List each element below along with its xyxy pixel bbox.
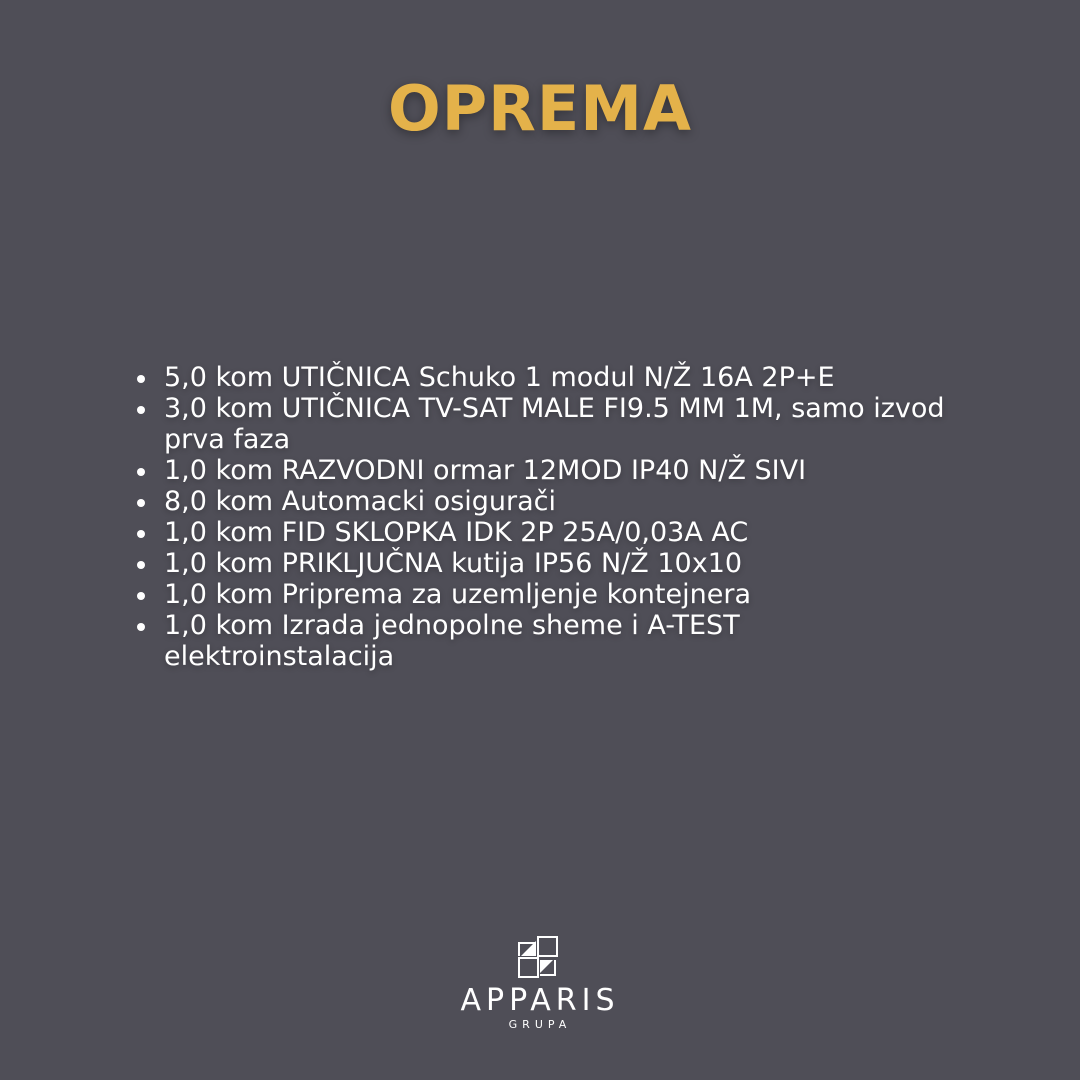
list-item: 3,0 kom UTIČNICA TV-SAT MALE FI9.5 MM 1M, samo izvod prva faza <box>135 393 955 455</box>
page-title: OPREMA <box>388 72 692 145</box>
list-item: 5,0 kom UTIČNICA Schuko 1 modul N/Ž 16A 2P+E <box>135 362 955 393</box>
list-item: 8,0 kom Automacki osigurači <box>135 486 955 517</box>
logo-squares-icon <box>515 935 561 981</box>
company-logo <box>440 930 640 1040</box>
list-item: 1,0 kom FID SKLOPKA IDK 2P 25A/0,03A AC <box>135 517 955 548</box>
list-item: 1,0 kom Izrada jednopolne sheme i A-TEST elektroinstalacija <box>135 610 955 672</box>
logo-subtitle: GRUPA <box>508 1018 572 1031</box>
list-item: 1,0 kom PRIKLJUČNA kutija IP56 N/Ž 10x10 <box>135 548 955 579</box>
list-item: 1,0 kom Priprema za uzemljenje kontejnera <box>135 579 955 610</box>
equipment-list <box>135 362 955 672</box>
logo-wordmark: APPARIS <box>460 983 620 1018</box>
list-item: 1,0 kom RAZVODNI ormar 12MOD IP40 N/Ž SIVI <box>135 455 955 486</box>
